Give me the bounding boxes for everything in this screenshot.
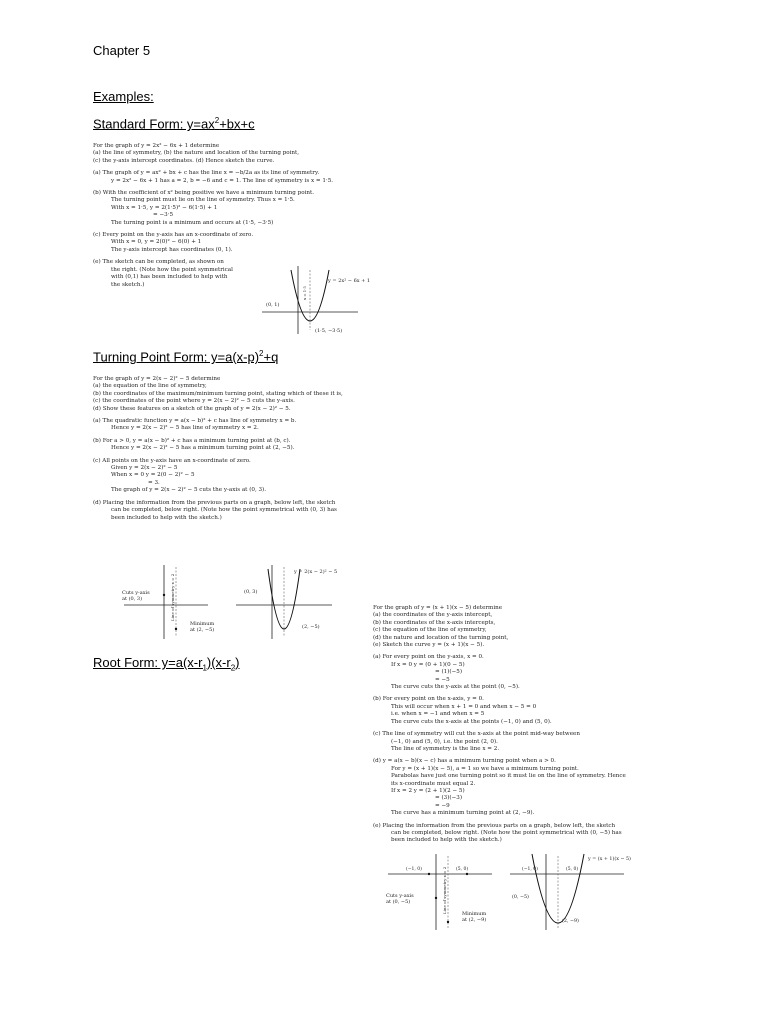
- graph-label: y = 2(x − 2)² − 5: [294, 569, 338, 575]
- turning-point-form-example: For the graph of y = 2(x − 2)² − 5 determine (a) the equation of the line of symmetry, (b) the coordinates of the maximum/minimum turning point, stating which of these it is, (c) the coordinates of the point where y = 2(x − 2)² − 5 cuts the y-axis. (d) Show these features on a sketch of the graph of y = 2(x − 2)² − 5. (a) The quadratic function y = a(x − b)² + c has line of symmetry x = b. Hence y = 2(x − 2)² − 5 has line of symmetry x = 2. (b) For a > 0, y = a(x − b)² + c has a minimum turning point at (b, c). Hence y = 2(x − 2)² − 5 has a minimum turning point at (2, −5). (c) All points on the y-axis have an x-coordinate of zero. Given y = 2(x − 2)² − 5 When x = 0 y = 2(0 − 2)² − 5 = 3. The graph of y = 2(x − 2)² − 5 cuts the y-axis at (0, 3). (d) Placing the information from the previous parts on a graph, below left, the sketch can be completed, below right. (Note how the point symmetrical with (0, 3) has been included to help with the sketch.): [93, 376, 343, 521]
- root-form-right-graph: [506, 852, 632, 932]
- graph-label: y = 2x² − 6x + 1: [328, 278, 370, 284]
- sym-label: Line of symmetry x = 2: [170, 573, 175, 621]
- point-label: (0, −5): [512, 895, 529, 900]
- cuts-caption: Cuts y-axis at (0, −5): [386, 893, 414, 905]
- graph-label: y = (x + 1)(x − 5): [588, 857, 631, 862]
- min-caption: Minimum at (2, −5): [190, 621, 215, 633]
- min-label: (2, −9): [562, 919, 579, 924]
- standard-form-example: For the graph of y = 2x² − 6x + 1 determine (a) the line of symmetry, (b) the nature and location of the turning point, (c) the y-axis intercept coordinates. (d) Hence sketch the curve. (a) The graph of y = ax² + bx + c has the line x = −b/2a as its line of symmetry. y = 2x² − 6x + 1 has a = 2, b = −6 and c = 1. The line of symmetry is x = 1·5. (b) With the coefficient of x² being positive we have a minimum turning point. The turning point must lie on the line of symmetry. Thus x = 1·5. With x = 1·5, y = 2(1·5)² − 6(1·5) + 1 = −3·5 The turning point is a minimum and occurs at (1·5, −3·5) (c) Every point on the y-axis has an x-coordinate of zero. With x = 0, y = 2(0)² − 6(0) + 1 The y-axis intercept has coordinates (0, 1). (e) The sketch can be completed, as shown on the right. (Note how the point symmetrical with (0,1) has been included to help with the sketch.): [93, 143, 334, 288]
- min-label: (1·5, −3·5): [315, 328, 343, 334]
- point-label: (0, 3): [244, 589, 258, 595]
- examples-heading: Examples:: [93, 89, 154, 104]
- root-form-example: For the graph of y = (x + 1)(x − 5) determine (a) the coordinates of the y-axis intercept, (b) the coordinates of the x-axis intercepts, (c) the equation of the line of symmetry, (d) the nature and location of the turning point, (e) Sketch the curve y = (x + 1)(x − 5). (a) For every point on the y-axis, x = 0. If x = 0 y = (0 + 1)(0 − 5) = (1)(−5) = −5 The curve cuts the y-axis at the point (0, −5). (b) For every point on the x-axis, y = 0. This will occur when x + 1 = 0 and when x − 5 = 0 i.e. when x = −1 and when x = 5 The curve cuts the x-axis at the points (−1, 0) and (5, 0). (c) The line of symmetry will cut the x-axis at the point mid-way between (−1, 0) and (5, 0), i.e. the point (2, 0). The line of symmetry is the line x = 2. (d) y = a(x − b)(x − c) has a minimum turning point when a > 0. For y = (x + 1)(x − 5), a = 1 so we have a minimum turning point. Parabolas have just one turning point so it must lie on the line of symmetry. Hence its x-coordinate must equal 2. If x = 2 y = (2 + 1)(2 − 5) = (3)(−3) = −9 The curve has a minimum turning point at (2, −9). (e) Placing the information from the previous parts on a graph, below left, the sketch can be completed, below right. (Note how the point symmetrical with (0, −5) has been included to help with the sketch.): [373, 605, 626, 844]
- root1-label: (−1, 0): [406, 867, 422, 872]
- min-label: (2, −5): [302, 624, 320, 630]
- sym-label: Line of symmetry x = 2: [442, 866, 447, 914]
- point-label: (0, 1): [266, 302, 280, 308]
- root2-label: (5, 0): [566, 867, 579, 872]
- root2-label: (5, 0): [456, 867, 469, 872]
- min-caption: Minimum at (2, −9): [462, 911, 487, 923]
- root-form-heading: Root Form: $y=a(x-r_1)(x-r_2)$: [93, 655, 240, 673]
- root1-label: (−1, 0): [522, 867, 538, 872]
- standard-form-graph: [258, 262, 370, 336]
- turning-point-right-graph: [232, 563, 342, 641]
- cuts-caption: Cuts y-axis at (0, 3): [122, 590, 150, 602]
- turning-point-form-heading: Turning Point Form: $y=a(x-p)^2+q$: [93, 349, 279, 365]
- sym-label: x = 1·5: [302, 286, 307, 300]
- standard-form-heading: Standard Form: $y=ax^2+bx+c$: [93, 116, 255, 132]
- chapter-title: Chapter 5: [93, 43, 151, 58]
